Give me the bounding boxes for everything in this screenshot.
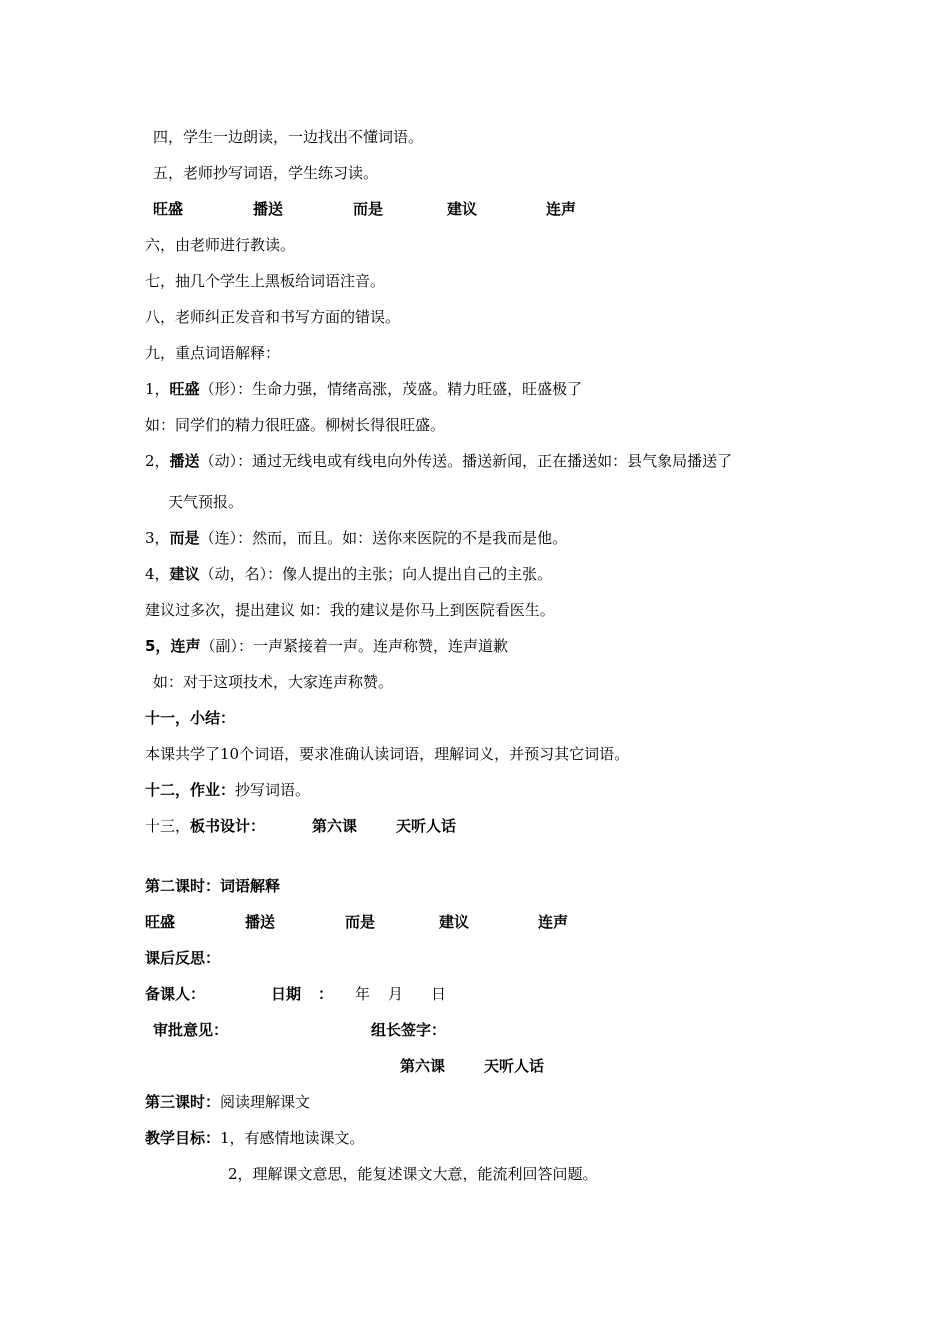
summary-text: 本课共学了10个词语，要求准确认读词语，理解词义，并预习其它词语。 [145,745,630,763]
def-text: （副）：一声紧接着一声。连声称赞，连声道歉 [200,637,508,655]
third-period [145,1092,310,1112]
def-word: 播送 [169,452,200,470]
word-item: 旺盛 [145,913,176,931]
heading-title: 天听人话 [484,1057,545,1075]
word-item: 旺盛 [153,200,184,218]
word-item: 播送 [245,913,276,931]
word-item: 而是 [353,200,384,218]
def-number: 1， [145,380,170,398]
def-number: 5， [145,637,171,655]
definition-5-example: 如：对于这项技术，大家连声称赞。 [153,673,394,691]
word-item: 建议 [439,913,470,931]
board-label: 十三， [145,817,191,835]
def-number: 3， [145,529,170,547]
homework-text: 抄写词语。 [235,781,311,799]
def-number: 2， [145,452,170,470]
goal-item: 1，有感情地读课文。 [220,1129,365,1147]
def-word: 建议 [169,565,200,583]
word-item: 建议 [447,200,478,218]
definition-1 [145,379,582,399]
word-item: 连声 [546,200,577,218]
board-lesson: 第六课 [312,817,358,835]
word-item: 连声 [538,913,569,931]
step-seven: 七，抽几个学生上黑板给词语注音。 [145,272,386,290]
board-title: 天听人话 [396,817,457,835]
def-word: 连声 [170,637,201,655]
step-eight: 八，老师纠正发音和书写方面的错误。 [145,308,401,326]
date-colon: ： [318,985,334,1003]
board-bold-label: 板书设计： [190,817,266,835]
board-design [145,816,265,836]
date-year: 年 [355,985,371,1003]
second-period-label: 第二课时：词语解释 [145,877,281,895]
definition-3 [145,528,567,548]
def-text: （形）：生命力强，情绪高涨，茂盛。精力旺盛，旺盛极了 [199,380,583,398]
goals-label: 教学目标： [145,1129,221,1147]
definition-4 [145,564,552,584]
homework [145,780,310,800]
def-number: 4， [145,565,170,583]
definition-1-example: 如：同学们的精力很旺盛。柳树长得很旺盛。 [145,416,446,434]
third-period-text: 阅读理解课文 [220,1093,311,1111]
definition-2 [145,451,732,471]
def-word: 旺盛 [169,380,200,398]
definition-2-continued: 天气预报。 [168,493,244,511]
step-nine: 九，重点词语解释： [145,344,281,362]
third-period-label: 第三课时： [145,1093,221,1111]
definition-5 [145,636,508,656]
teaching-goals [145,1128,365,1148]
heading-lesson: 第六课 [400,1057,446,1075]
step-six: 六，由老师进行教读。 [145,236,296,254]
word-item: 播送 [253,200,284,218]
summary-heading: 十一，小结： [145,709,236,727]
step-five: 五，老师抄写词语，学生练习读。 [153,164,379,182]
date-month: 月 [388,985,404,1003]
homework-label: 十二，作业： [145,781,236,799]
step-four: 四，学生一边朗读，一边找出不懂词语。 [153,128,424,146]
date-label: 日期 [271,985,302,1003]
approval-label: 审批意见： [153,1021,229,1039]
def-text: （连）：然而，而且。如：送你来医院的不是我而是他。 [199,529,568,547]
def-word: 而是 [169,529,200,547]
leader-signature-label: 组长签字： [371,1021,447,1039]
goal-item-2: 2，理解课文意思，能复述课文大意，能流利回答问题。 [228,1165,598,1183]
word-item: 而是 [345,913,376,931]
preparer-label: 备课人： [145,985,206,1003]
def-text: （动）：通过无线电或有线电向外传送。播送新闻，正在播送如：县气象局播送了 [199,452,733,470]
definition-4-example: 建议过多次，提出建议 如：我的建议是你马上到医院看医生。 [145,601,555,619]
reflection-label: 课后反思： [145,949,221,967]
date-day: 日 [431,985,447,1003]
def-text: （动，名）：像人提出的主张；向人提出自己的主张。 [199,565,553,583]
